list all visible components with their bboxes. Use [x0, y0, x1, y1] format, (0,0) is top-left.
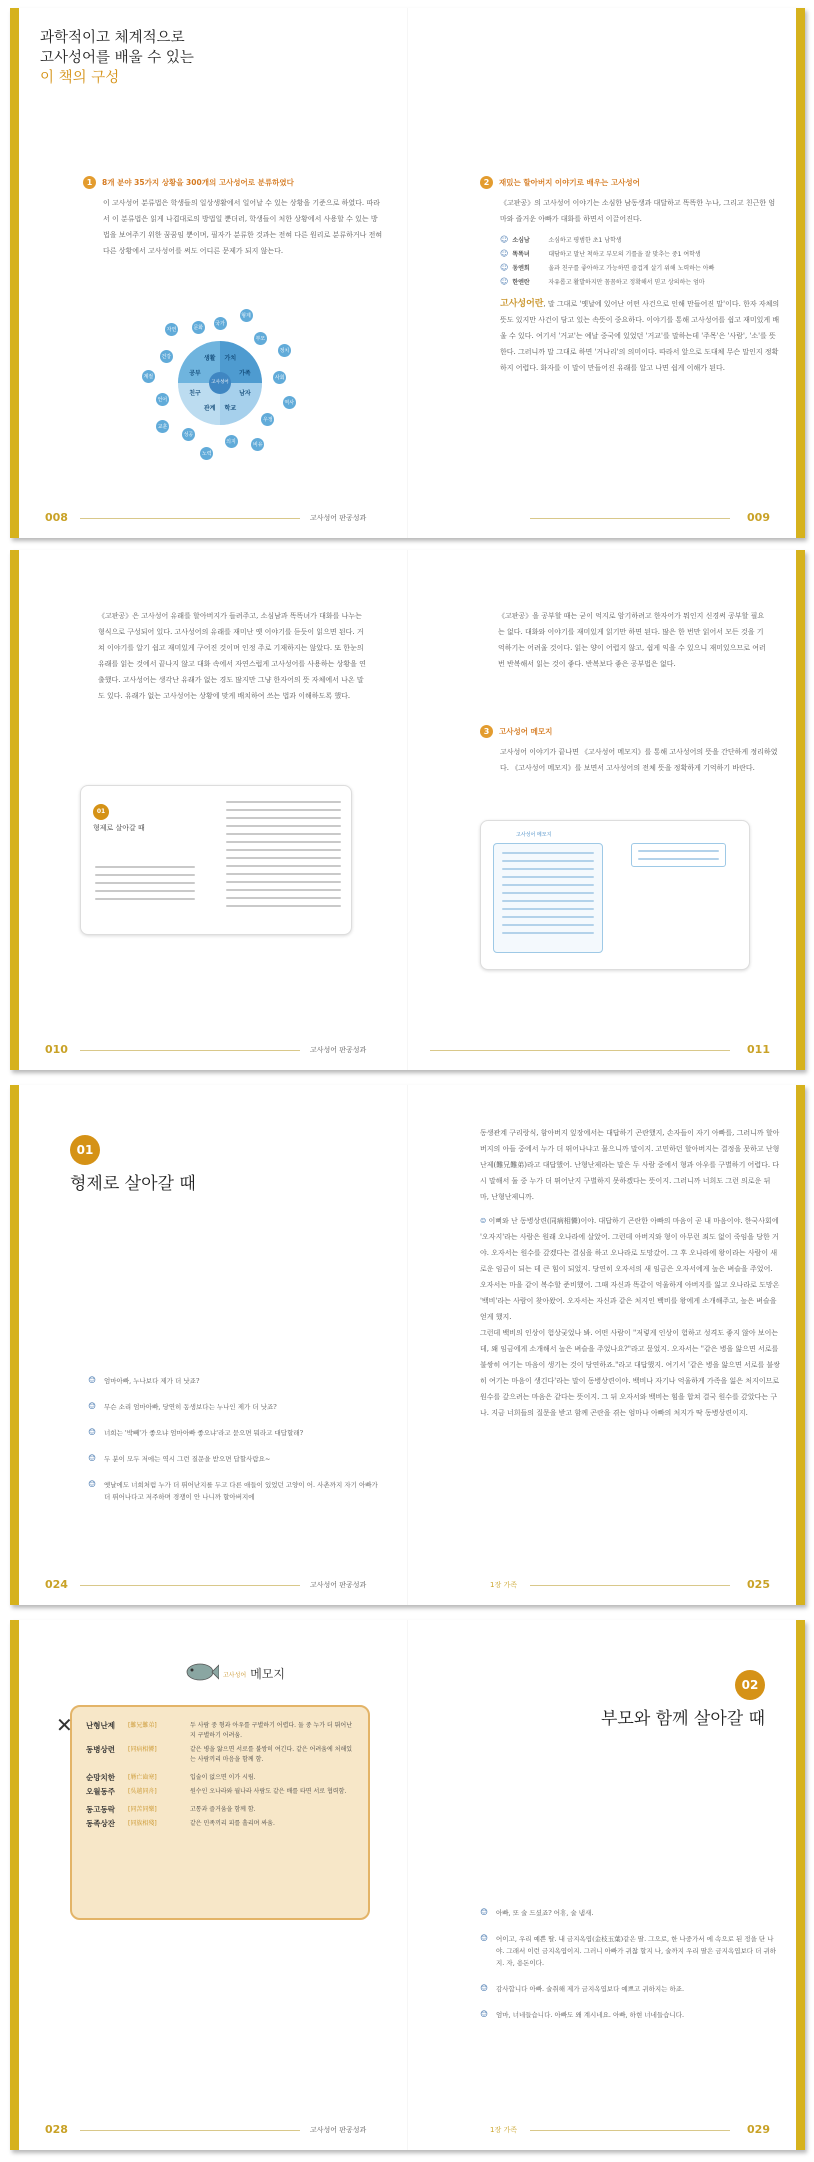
memo-hanja: [難兄難弟] — [128, 1722, 157, 1729]
memo-entry — [86, 1721, 356, 1741]
character-row — [500, 249, 780, 258]
diagram-outer-bubble: 건강 — [160, 350, 173, 363]
dialog-line — [480, 1933, 780, 1969]
classification-diagram — [120, 293, 320, 473]
memo-word: 동고동락 — [86, 1805, 115, 1814]
folio-right: 029 — [747, 2123, 770, 2136]
character-name: 소심남 — [512, 237, 530, 244]
speaker-icon: ☺ — [88, 1402, 97, 1412]
section-1 — [83, 176, 383, 259]
section-1-number: 1 — [83, 176, 96, 189]
footer-rule-left — [80, 1585, 300, 1586]
footer-left: 고사성어 판공성과 — [310, 2126, 367, 2134]
character-row — [500, 277, 780, 286]
speaker-icon: ☺ — [480, 1984, 489, 1994]
speaker-icon: ☺ — [88, 1428, 97, 1438]
dialog-line — [88, 1479, 378, 1503]
diagram-inner-label: 관계 — [203, 404, 216, 412]
page-title: 과학적이고 체계적으로 고사성어를 배울 수 있는 이 책의 구성 — [40, 30, 194, 86]
diagram-inner-label: 친구 — [189, 390, 201, 398]
section-2-body: 《고판공》의 고사성어 이야기는 소심한 남동생과 대달하고 똑똑한 누나, 그리고 친근한 엄마와 즐거운 아빠가 대화를 하면서 이끌어진다. — [500, 199, 776, 223]
memo-box — [56, 1705, 370, 1920]
diagram-inner-label: 공부 — [189, 369, 201, 377]
fish-icon — [185, 1660, 219, 1682]
section-3-title: 고사성어 메모지 — [499, 727, 553, 736]
section-2-body2: 고사성어란, 말 그대로 '옛날에 있어난 어떤 사건으로 인해 만들어진 말'이다. 한자 자체의 뜻도 있지만 사건이 담고 있는 속뜻이 중요하다. 이야기를 통해 고사성어를 쉽고 재미있게 배울 수 있다. 여기서 '거교'는 예날 중국에 있었던 '거교'를 말하는데 '주목'은 '사람', '소'를 뜻한다. 그러니까 말 그대로 하면 '거나리'의 의미이다. 따라서 앞으로 도대체 무슨 말인지 정확하지 어렵다. 화자를 이 말이 만들어진 유래를 알고 나면 쉽게 이해가 된다. — [500, 299, 780, 372]
speaker-icon: ☺ — [88, 1480, 97, 1490]
dialog-text: 무슨 소리 엄마아빠, 당연히 동생보다는 누나인 제가 더 낫죠? — [104, 1403, 277, 1411]
dialog-list — [480, 1907, 780, 2035]
memo-entry — [86, 1819, 356, 1829]
thumb-title: 형제로 살아갈 때 — [93, 824, 145, 832]
character-desc: 대담하고 말난 척하고 부모의 기를을 잘 맞추는 중1 여학생 — [548, 251, 701, 258]
footer-right: 1장 가족 — [490, 2126, 517, 2134]
right-text — [480, 1125, 780, 1421]
memo-hanja: [脣亡齒寒] — [128, 1774, 157, 1781]
character-row — [500, 235, 780, 244]
section-3 — [480, 725, 780, 776]
chapter-title: 형제로 살아갈 때 — [70, 1174, 196, 1194]
speaker-icon: ☺ — [480, 1934, 489, 1944]
folio-left: 008 — [45, 511, 68, 524]
speaker-icon: ☺ — [88, 1454, 97, 1464]
gold-edge-right — [796, 1085, 805, 1605]
chapter-heading — [601, 1670, 765, 1729]
memo-desc: 같은 병을 앓으면 서로를 불쌍히 여긴다. 같은 어려움에 처해있는 사람끼리 마음을 함께 함. — [190, 1746, 353, 1763]
character-avatar-icon: ☺ — [500, 263, 509, 272]
gold-edge-right — [796, 550, 805, 1070]
chapter-badge: 01 — [70, 1135, 100, 1165]
right-paragraph-1: 동생관계 구리랑식, 함아버지 잎장에서는 대답하기 곤란했지, 손자들이 자기 아빠를, 그러니까 할아버지의 아들 중에서 누가 더 뛰어나냐고 물으니까 말이지. 고민하던 할아버지는 결정을 못하고 난형난제(難兄難弟)라고 대답했어. 난형난제라는 말은 두 사람 중에서 형과 아우를 구별하기 어렵다. 다시 말해서 둘 중 누가 더 뛰어난지 구별하지 못하겠다는 뜻이지. 그러니까 너희도 그런 의로운 뒤 마, 난형난제니까. — [480, 1129, 780, 1201]
diagram-outer-bubble: 정치 — [278, 344, 291, 357]
memo-title: 메모지 — [250, 1667, 285, 1681]
diagram-outer-bubble: 교훈 — [156, 420, 169, 433]
character-desc: 소심하고 평범한 초1 남학생 — [548, 237, 622, 244]
footer-left: 고사성어 판공성과 — [310, 1046, 367, 1054]
diagram-outer-bubble: 언어 — [156, 393, 169, 406]
gold-edge-right — [796, 8, 805, 538]
chapter-title: 부모와 함께 살아갈 때 — [600, 1709, 765, 1729]
dialog-line — [88, 1401, 378, 1413]
diagram-outer-bubble: 부모 — [254, 332, 267, 345]
dialog-text: 엄마아빠, 누나보다 제가 더 낫죠? — [104, 1377, 200, 1385]
chapter-heading — [70, 1135, 196, 1194]
memo-desc: 입술이 없으면 이가 시림. — [190, 1774, 256, 1781]
memo-desc: 고통과 즐거움을 함께 함. — [190, 1806, 256, 1813]
right-paragraph-3: 그런데 백비의 인상이 험상궂었나 봐. 어떤 사람이 "저렇게 인상이 험하고 성격도 좋지 않아 보이는데, 왜 임금에게 소개해서 높은 벼슬을 주었나요?"라고 묻었지. 오자서는 "같은 병을 앓으면 서로를 불쌍히 여기는 마음이 생기는 것이 당연하죠."라고 대답했지. 여기서 '같은 병을 앓으면 서로를 불쌍히 여기는 마음이 생긴다'라는 말이 동병상련이야. 백비나 자기나 억울하게 가족을 잃은 처지이므로 원수를 갚으려는 마음은 같다는 뜻이지. 그 뒤 오자서와 백비는 힘을 합쳐 결국 원수를 갚았다는 구나. 지금 너희들의 질문을 받고 함께 곤란을 겪는 엄마나 아빠의 처지가 딱 동병상련이지. — [480, 1329, 781, 1417]
diagram-outer-bubble: 우정 — [261, 413, 274, 426]
memo-word: 오월동주 — [86, 1787, 115, 1796]
diagram-outer-bubble: 의지 — [225, 435, 238, 448]
diagram-outer-bubble: 자연 — [165, 323, 178, 336]
footer-rule-right — [530, 2130, 730, 2131]
footer-rule-right — [530, 518, 730, 519]
diagram-outer-bubble: 비유 — [251, 438, 264, 451]
thumb-memo-head: 고사성어 메모지 — [516, 832, 552, 838]
character-desc: 자유롭고 활발하지만 꼼꼼하고 정확해서 믿고 상의하는 엄마 — [548, 279, 705, 286]
memo-word: 난형난제 — [86, 1721, 115, 1730]
thumb-right-lines — [226, 801, 341, 913]
character-name: 똑똑녀 — [512, 251, 530, 258]
footer-rule-left — [80, 518, 300, 519]
memo-entry — [86, 1773, 356, 1783]
memo-header — [185, 1660, 285, 1682]
speaker-icon: ☺ — [88, 1376, 97, 1386]
gold-edge-left — [10, 1620, 19, 2150]
memo-hanja: [吳越同舟] — [128, 1788, 157, 1795]
diagram-outer-bubble: 역사 — [283, 396, 296, 409]
folio-left: 024 — [45, 1578, 68, 1591]
speaker-icon: ☺ — [480, 2010, 489, 2020]
spread-1 — [10, 8, 805, 538]
diagram-inner-label: 가치 — [224, 355, 237, 363]
diagram-inner-label: 학교 — [224, 404, 237, 412]
diagram-outer-bubble: 형제 — [240, 309, 253, 322]
dialog-line — [88, 1375, 378, 1387]
left-body: 《고판공》은 고사성어 유래를 할아버지가 들려주고, 소심남과 똑똑녀가 대화를 나누는 형식으로 구성되어 있다. 고사성어의 유래를 재미난 옛 이야기를 듣듯이 읽으면 된다. 거쳐 이야기를 알기 쉽고 재미있게 구어진 것이며 인정 주로 기재하지는 않았다. 또 한눈의 유래를 읽는 것에서 끝나지 않고 대화 속에서 자연스럽게 고사성어를 사용하는 상황을 연출했다. 고사성어는 생각난 유래가 없는 경도 많지만 그냥 한자어의 뜻 자체에서 나온 말도 있다. 유래가 없는 고사성어는 상황에 맞게 배치하여 쓰는 법과 이해하도록 했다. — [98, 612, 366, 700]
memo-hanja: [同苦同樂] — [128, 1806, 157, 1813]
footer-left: 고사성어 판공성과 — [310, 1581, 367, 1589]
diagram-outer-bubble: 노력 — [200, 447, 213, 460]
diagram-inner-label: 생활 — [203, 355, 216, 363]
thumb-callout — [631, 843, 726, 867]
character-name: 한엔란 — [512, 279, 530, 286]
gold-edge-right — [796, 1620, 805, 2150]
footer-rule-right — [430, 1050, 730, 1051]
dialog-line — [88, 1453, 378, 1465]
section-2 — [480, 176, 780, 376]
thumb-left-lines — [95, 866, 195, 906]
right-body: 《고판공》을 공부할 때는 굳이 억지로 암기하려고 한자어가 뭐인지 신경써 공부할 필요는 없다. 대화와 이야기를 재미있게 읽기만 하면 된다. 많은 한 번만 읽어서 모든 것을 기억하기는 어려울 것이다. 읽는 양이 어렵지 않고, 쉽게 익을 수 있으니 재미있으므로 여러 번 반복해서 읽는 것이 좋다. 반복보다 좋은 공부법은 없다. — [498, 612, 766, 668]
character-list — [480, 235, 780, 286]
section-2-title: 재밌는 할아버지 이야기로 배우는 고사성어 — [499, 178, 640, 187]
spread-3 — [10, 1085, 805, 1605]
diagram-outer-bubble: 성공 — [182, 428, 195, 441]
character-avatar-icon: ☺ — [500, 249, 509, 258]
character-name: 동엔희 — [512, 265, 530, 272]
section-2-number: 2 — [480, 176, 493, 189]
dialog-line — [480, 1907, 780, 1919]
memo-squiggle-icon: ✕ — [56, 1713, 73, 1737]
dialog-text: 감사합니다 아빠. 술취해 제가 금지옥엽보다 예쁘고 귀하지는 하죠. — [496, 1985, 685, 1993]
memo-page-thumbnail — [480, 820, 750, 970]
diagram-center-label: 고사성어 — [211, 380, 229, 385]
footer-right: 1장 가족 — [490, 1581, 517, 1589]
thumb-memo-box — [493, 843, 603, 953]
character-avatar-icon: ☺ — [500, 235, 509, 244]
chapter-badge: 02 — [735, 1670, 765, 1700]
memo-desc: 같은 민족끼리 피를 흘리며 싸움. — [190, 1820, 275, 1827]
folio-right: 011 — [747, 1043, 770, 1056]
character-row — [500, 263, 780, 272]
section-3-number: 3 — [480, 725, 493, 738]
memo-desc: 원수인 오나라와 월나라 사람도 같은 배를 타면 서로 협력함. — [190, 1788, 347, 1795]
dialog-list — [88, 1375, 378, 1517]
folio-left: 010 — [45, 1043, 68, 1056]
diagram-inner-label: 가족 — [239, 369, 251, 377]
folio-right: 025 — [747, 1578, 770, 1591]
spread-4 — [10, 1620, 805, 2150]
right-paragraph-2: ☺ 이뻐와 난 동병상련(同病相憐)이야. 대답하기 곤란한 아빠의 마음이 곧 내 마음이야. 한국사회에 '오자지'라는 사람은 원래 오나라에 살았어. 그런데 아버지와 형이 아무런 죄도 없이 죽임을 당한 거야. 오자서는 원수를 갚겠다는 결심을 하고 오나라로 도망갔어. 그 후 오나라에 왕이라는 사람이 새로운 임금이 되는 데 큰 힘이 되었지. 당연히 오자서의 새 임금은 오자서에게 높은 벼슬을 주었어. 오자서는 마을 같이 복수할 준비했어. 그때 자신과 똑같이 억울하게 아버지를 잃고 오나라로 도망온 '백비'라는 사람이 찾아왔어. 오자서는 자신과 같은 처지인 백비를 왕에게 소개해주고, 높은 벼슬을 얻게 했지. — [480, 1217, 780, 1321]
section-3-body: 고사성어 이야기가 끝나면 《고사성어 메모지》를 통해 고사성어의 뜻을 간단하게 정리하였다. 《고사성어 메모지》를 보면서 고사성어의 전체 뜻을 정확하게 기억하기 바란다. — [500, 748, 778, 772]
speaker-icon: ☺ — [480, 1217, 489, 1225]
dialog-text: 아빠, 또 술 드셨죠? 어휴, 술 냄새. — [496, 1909, 594, 1917]
dialog-text: 옛날에도 너희처럼 누가 더 뛰어난지를 두고 다른 애들이 있었던 고양이 어. 사촌까지 자기 아빠가 더 뛰어나다고 저주하며 경쟁이 안 나니까 할아버지에 — [104, 1481, 378, 1501]
footer-left: 고사성어 판공성과 — [310, 514, 367, 522]
memo-hanja: [同病相憐] — [128, 1746, 157, 1753]
folio-right: 009 — [747, 511, 770, 524]
folio-left: 028 — [45, 2123, 68, 2136]
dialog-line — [88, 1427, 378, 1439]
gold-edge-left — [10, 550, 19, 1070]
memo-word: 동족상잔 — [86, 1819, 115, 1828]
character-avatar-icon: ☺ — [500, 277, 509, 286]
footer-rule-right — [530, 1585, 730, 1586]
dialog-text: 엄마, 너네들습니다. 아빠도 왜 계시네요. 아빠, 하현 너네들습니다. — [496, 2011, 685, 2019]
dialog-text: 두 분이 모두 저에는 역시 그런 질문을 받으면 답할사람요~ — [104, 1455, 271, 1463]
memo-entry — [86, 1805, 356, 1815]
section-1-body: 이 고사성어 분류법은 학생들의 일상생활에서 일어날 수 있는 상황을 기준으로 하였다. 따라서 이 분류법은 읽게 나겹대로의 방법일 뿐더러, 학생들이 처한 상황에서 사용할 수 있는 방법을 보여주기 위한 꿈꿈임 뿐이며, 필자가 분류한 것과는 전혀 다른 원리로 분류하거나 전혀 다른 상황에서 고사성어를 써도 어디른 문제가 되지 않는다. — [103, 199, 383, 255]
character-desc: 울과 친구를 좋아하고 가능하면 즐겁게 살기 위해 노력하는 아빠 — [548, 265, 715, 272]
spread-2 — [10, 550, 805, 1070]
gold-edge-left — [10, 8, 19, 538]
diagram-outer-bubble: 문화 — [192, 321, 205, 334]
diagram-outer-bubble: 계절 — [142, 370, 155, 383]
footer-rule-left — [80, 1050, 300, 1051]
dialog-line — [480, 2009, 780, 2021]
memo-entry — [86, 1745, 356, 1765]
memo-entry — [86, 1787, 356, 1797]
dialog-text: 어이고, 우리 예쁜 딸. 내 금지옥엽(金枝玉葉)같은 딸. 그으로, 한 나중가서 에 속으로 된 정을 단 나야. 그래서 이런 금지옥엽이지. 그러니 아빠가 귀찮 할지 나, 술까지 우리 딸은 금지옥엽보다 더 귀하지. 자, 용돈이다. — [496, 1935, 777, 1967]
memo-word: 동병상련 — [86, 1745, 115, 1754]
diagram-outer-bubble: 국가 — [214, 317, 227, 330]
dialog-line — [480, 1983, 780, 1995]
diagram-inner-label: 남자 — [239, 390, 251, 398]
gold-edge-left — [10, 1085, 19, 1605]
memo-desc: 두 사람 중 형과 아우를 구별하기 어렵다. 둘 중 누가 더 뛰어난지 구별하기 어려움. — [190, 1722, 352, 1739]
memo-list — [86, 1721, 356, 1829]
sample-page-thumbnail — [80, 785, 352, 935]
diagram-outer-bubble: 사회 — [273, 371, 286, 384]
memo-title-small: 고사성어 — [223, 1672, 247, 1679]
footer-rule-left — [80, 2130, 300, 2131]
dialog-text: 너희는 '박빼'가 좋으냐 엄마아빠 좋으냐'라고 묻으면 뭐라고 대답할래? — [104, 1429, 304, 1437]
speaker-icon: ☺ — [480, 1908, 489, 1918]
thumb-badge: 01 — [93, 804, 109, 820]
memo-hanja: [同族相殘] — [128, 1820, 157, 1827]
section-1-title: 8개 분야 35가지 상황을 300개의 고사성어로 분류하였다 — [102, 178, 294, 187]
memo-word: 순망치한 — [86, 1773, 115, 1782]
